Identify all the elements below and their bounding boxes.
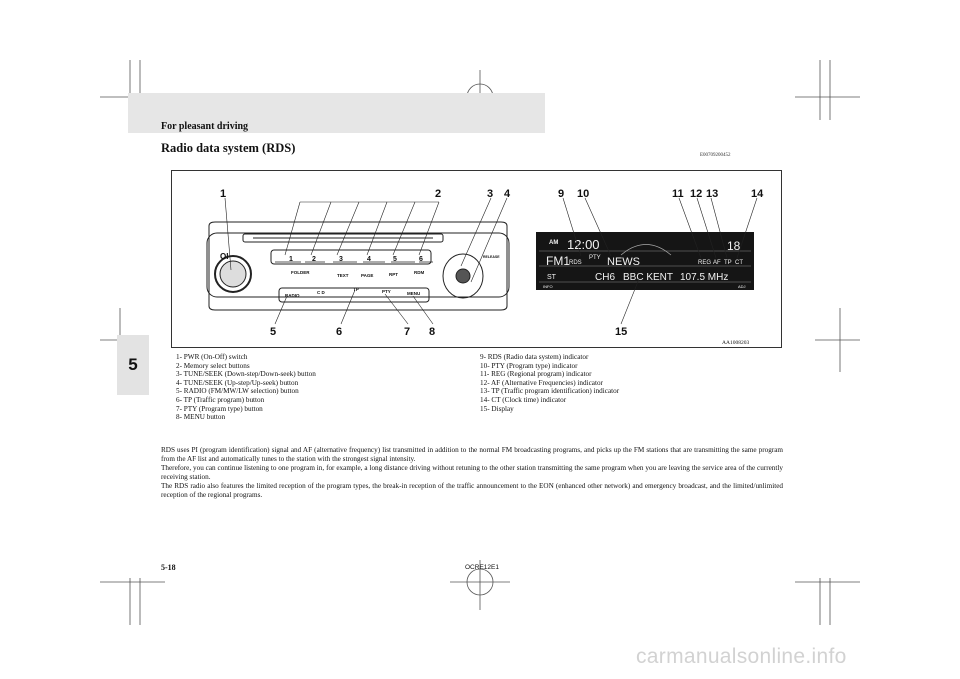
paragraph: The RDS radio also features the limited reception of the program types, the break-in reception of the traffic announcement to the EON (enhanced other network) and emergency broadcast, and the limited/unlimited reception of the regional programs. bbox=[161, 482, 783, 499]
legend-item: 11- REG (Regional program) indicator bbox=[480, 370, 592, 379]
chapter-number: 5 bbox=[128, 355, 138, 374]
legend-item: 12- AF (Alternative Frequencies) indicator bbox=[480, 378, 603, 387]
radio-label: RADIO bbox=[285, 293, 300, 298]
pwr-label: OI bbox=[220, 252, 229, 261]
display-pty-name: NEWS bbox=[607, 256, 640, 268]
display-reg: REG bbox=[698, 260, 712, 266]
preset-4-label: 4 bbox=[367, 256, 371, 263]
page-title: Radio data system (RDS) bbox=[161, 141, 296, 155]
callout-5: 5 bbox=[270, 326, 277, 338]
legend-item: 4- TUNE/SEEK (Up-step/Up-seek) button bbox=[176, 378, 299, 387]
radio-diagram bbox=[171, 170, 782, 348]
display-clock: 12:00 bbox=[567, 237, 600, 252]
legend-item: 14- CT (Clock time) indicator bbox=[480, 395, 567, 404]
display-info: INFO bbox=[543, 284, 553, 289]
callout-14: 14 bbox=[751, 188, 764, 200]
rpt-label: RPT bbox=[389, 272, 398, 277]
release-label: RELEASE bbox=[483, 255, 500, 259]
callout-6: 6 bbox=[336, 326, 343, 338]
section-title: For pleasant driving bbox=[161, 121, 249, 132]
radio-unit bbox=[207, 222, 509, 310]
reference-code: E00709200452 bbox=[700, 153, 731, 158]
folder-label: FOLDER bbox=[291, 270, 310, 275]
tp-label: TP bbox=[353, 287, 359, 292]
preset-2-label: 2 bbox=[312, 256, 316, 263]
page-number: 5-18 bbox=[161, 563, 176, 572]
display-rds: RDS bbox=[569, 260, 582, 266]
cd-label: C D bbox=[317, 290, 325, 295]
figure-id: AA1008203 bbox=[722, 340, 750, 346]
legend-item: 5- RADIO (FM/MW/LW selection) button bbox=[176, 387, 299, 396]
display-am: AM bbox=[549, 240, 559, 246]
display-adj: ADJ bbox=[738, 284, 746, 289]
legend-item: 7- PTY (Program type) button bbox=[176, 404, 263, 413]
preset-5-label: 5 bbox=[393, 256, 397, 263]
preset-6-label: 6 bbox=[419, 256, 423, 263]
callout-13: 13 bbox=[706, 188, 719, 200]
paragraph: RDS uses PI (program identification) signal and AF (alternative frequency) list transmitted in addition to the normal FM broadcasting programs, and picks up the FM stations that are transmitting the same program from the AF list and automatically tunes to the station with the strongest signal intensity. bbox=[161, 446, 783, 463]
callout-3: 3 bbox=[487, 188, 494, 200]
body-text bbox=[161, 446, 783, 500]
legend-item: 10- PTY (Program type) indicator bbox=[480, 361, 578, 370]
callout-15: 15 bbox=[615, 326, 628, 338]
display-af: AF bbox=[713, 260, 721, 266]
preset-1-label: 1 bbox=[289, 256, 293, 263]
display-channel: CH6 bbox=[595, 272, 616, 283]
callout-9: 9 bbox=[558, 188, 565, 200]
preset-3-label: 3 bbox=[339, 256, 343, 263]
callout-7: 7 bbox=[404, 326, 411, 338]
callout-1: 1 bbox=[220, 188, 227, 200]
display-frequency: 107.5 MHz bbox=[680, 272, 729, 283]
rdm-label: RDM bbox=[414, 270, 425, 275]
legend-item: 8- MENU button bbox=[176, 413, 226, 422]
document-code: OCRE12E1 bbox=[465, 564, 499, 571]
callout-2: 2 bbox=[435, 188, 442, 200]
display-tp: TP bbox=[724, 260, 732, 266]
legend-item: 1- PWR (On-Off) switch bbox=[176, 353, 248, 361]
callout-11: 11 bbox=[672, 188, 684, 200]
display-station: BBC KENT bbox=[623, 272, 674, 283]
menu-label: MENU bbox=[407, 291, 421, 296]
display-pty: PTY bbox=[589, 255, 601, 261]
legend-item: 9- RDS (Radio data system) indicator bbox=[480, 353, 589, 361]
callout-4: 4 bbox=[504, 188, 511, 200]
paragraph: Therefore, you can continue listening to one program in, for example, a long distance driving without retuning to the other station transmitting the same program when you are leaving the service area of the currently receiving station. bbox=[161, 464, 783, 481]
legend-item: 15- Display bbox=[480, 404, 514, 413]
display-st: ST bbox=[547, 274, 556, 281]
callout-10: 10 bbox=[577, 188, 590, 200]
callout-8: 8 bbox=[429, 326, 436, 338]
legend-item: 3- TUNE/SEEK (Down-step/Down-seek) button bbox=[176, 370, 316, 379]
page-label: PAGE bbox=[361, 273, 374, 278]
display-level: 18 bbox=[727, 239, 741, 253]
pty-label: PTY bbox=[382, 289, 391, 294]
text-label: TEXT bbox=[337, 273, 349, 278]
legend-item: 2- Memory select buttons bbox=[176, 361, 250, 370]
watermark: carmanualsonline.info bbox=[636, 645, 847, 668]
callout-12: 12 bbox=[690, 188, 703, 200]
legend-left bbox=[176, 353, 316, 422]
display-ct: CT bbox=[735, 260, 743, 266]
display-band: FM1 bbox=[546, 254, 570, 268]
legend-item: 13- TP (Traffic program identification) indicator bbox=[480, 387, 620, 396]
legend-item: 6- TP (Traffic program) button bbox=[176, 395, 265, 404]
legend-right bbox=[480, 353, 619, 413]
